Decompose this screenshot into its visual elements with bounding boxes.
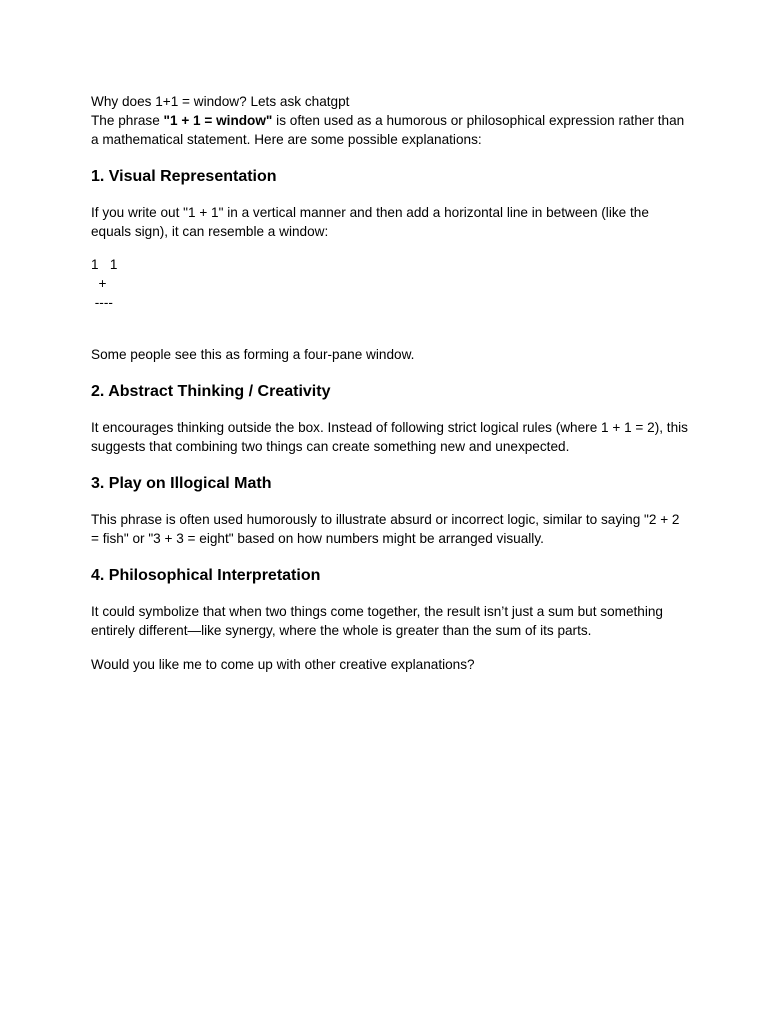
section-body-abstract: It encourages thinking outside the box. Instead of following strict logical rules (where 1 + 1 = 2), this suggests that combining two things can create something new and unexpected. — [91, 420, 688, 454]
math-line: ---- — [91, 295, 113, 310]
section-heading-philosophical: 4. Philosophical Interpretation — [91, 567, 321, 584]
intro-bold-phrase: "1 + 1 = window" — [163, 113, 273, 128]
math-line: 1 1 — [91, 257, 118, 272]
closing-question: Would you like me to come up with other creative explanations? — [91, 657, 475, 672]
section-heading-visual: 1. Visual Representation — [91, 168, 277, 185]
math-illustration — [91, 255, 691, 312]
section-after-visual: Some people see this as forming a four-pane window. — [91, 347, 415, 362]
intro-after: is often used as a humorous or philosophical expression rather than a mathematical statement. Here are some possible explanations: — [91, 113, 685, 147]
section-body-illogical: This phrase is often used humorously to illustrate absurd or incorrect logic, similar to saying "2 + 2 = fish" or "3 + 3 = eight" based on how numbers might be arranged visually. — [91, 512, 680, 546]
section-body-philosophical: It could symbolize that when two things come together, the result isn’t just a sum but something entirely different—like synergy, where the whole is greater than the sum of its parts. — [91, 604, 663, 638]
spacer — [91, 312, 691, 345]
section-body-visual: If you write out "1 + 1" in a vertical manner and then add a horizontal line in between (like the equals sign), it can resemble a window: — [91, 205, 649, 239]
title-line: Why does 1+1 = window? Lets ask chatgpt — [91, 94, 350, 109]
math-line: + — [91, 276, 107, 291]
document-body — [91, 92, 691, 674]
intro-before: The phrase — [91, 113, 164, 128]
intro-paragraph — [91, 111, 691, 149]
section-heading-illogical: 3. Play on Illogical Math — [91, 475, 272, 492]
section-heading-abstract: 2. Abstract Thinking / Creativity — [91, 383, 331, 400]
